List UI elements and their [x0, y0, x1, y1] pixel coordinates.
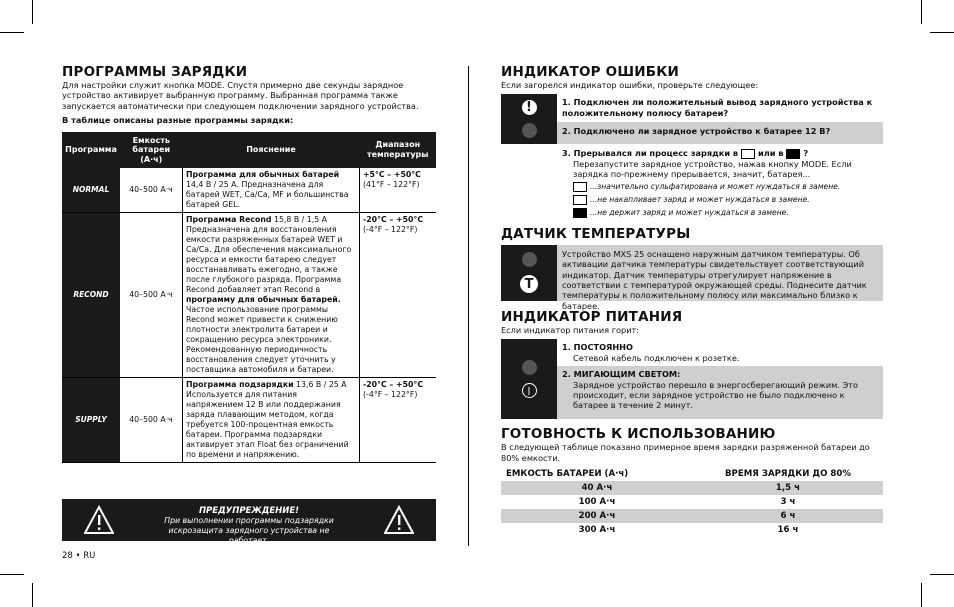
warning-triangle-icon	[84, 505, 114, 535]
error-item-3-text: Перезапустите зарядное устройство, нажав кнопку MODE. Если зарядка по-прежнему прерывается, значит, батарея...	[573, 158, 852, 180]
program-name: RECOND	[62, 213, 120, 378]
temp-block	[501, 245, 883, 311]
thermometer-t-icon: T	[520, 275, 538, 293]
battery-empty-icon	[741, 149, 755, 159]
th-capacity: Емкость батареи (А·ч)	[120, 132, 183, 169]
temp-f: (41°F – 122°F)	[363, 180, 420, 190]
power-items	[557, 339, 883, 419]
temp-c: +5°C – +50°C	[363, 170, 421, 180]
error-note	[562, 182, 883, 192]
error-item-3	[562, 148, 883, 217]
th-explanation: Пояснение	[183, 132, 360, 169]
warning-box	[62, 499, 436, 545]
ready-time: 1,5 ч	[693, 481, 883, 495]
err3-pre: 3. Прерывался ли процесс зарядки в	[562, 148, 739, 159]
program-name: SUPPLY	[62, 378, 120, 463]
program-capacity: 40–500 А·ч	[120, 168, 183, 213]
program-description	[183, 213, 360, 378]
battery-empty-icon	[573, 195, 587, 205]
err3-mid: или в	[757, 148, 784, 159]
desc-title: Программа Recond	[186, 215, 272, 225]
note-text: ...не накапливает заряд и может нуждаться в замене.	[590, 194, 810, 204]
exclamation-icon: !	[522, 100, 537, 115]
led-off-icon	[522, 360, 537, 375]
error-note	[562, 195, 883, 205]
desc-text: 14,4 В / 25 А. Предназначена для батарей WET, Ca/Ca, MF и большинства батарей GEL.	[186, 180, 349, 210]
left-column	[62, 64, 436, 561]
desc-title: Программа подзарядки	[186, 380, 294, 390]
err3-post: ?	[803, 148, 809, 159]
power-item-text: Зарядное устройство перешло в энергосберегающий режим. Это происходит, если зарядное устройство не было подключено к батарее в течение 2 минут.	[573, 379, 858, 411]
power-item-text: Сетевой кабель подключен к розетке.	[573, 352, 740, 363]
error-icon-box	[501, 94, 557, 144]
programs-intro: Для настройки служит кнопка MODE. Спустя примерно две секунды зарядное устройство активирует выбранную программу. Выбранная программа также запускается автоматически при следующем подключении зарядного устройства.	[62, 80, 419, 111]
right-column	[501, 64, 883, 537]
ready-capacity: 200 А·ч	[501, 509, 693, 523]
table-row	[62, 168, 436, 213]
crop-mark	[0, 574, 24, 575]
error-item-1: 1. Подключен ли положительный вывод зарядного устройства к положительному полюсу батареи?	[562, 97, 873, 118]
ready-time: 3 ч	[780, 496, 796, 507]
ready-time: 16 ч	[777, 524, 799, 535]
ready-th-capacity: ЕМКОСТЬ БАТАРЕИ (А·ч)	[506, 468, 629, 479]
program-temp	[360, 168, 437, 213]
battery-empty-icon	[573, 182, 587, 192]
programs-table	[62, 132, 436, 464]
ready-capacity: 300 А·ч	[578, 524, 616, 535]
ready-intro: В следующей таблице показано примерное время зарядки разряженной батареи до 80% емкости.	[501, 442, 870, 463]
ready-capacity: 100 А·ч	[578, 496, 616, 507]
table-row	[501, 481, 883, 495]
table-header-row	[62, 132, 436, 169]
table-row	[501, 523, 883, 537]
power-item-1	[557, 339, 883, 366]
table-row	[501, 495, 883, 509]
error-note	[562, 208, 883, 218]
power-icon-box	[501, 339, 557, 419]
column-divider	[468, 66, 469, 546]
temp-c: -20°C – +50°C	[363, 215, 424, 225]
warning-title: ПРЕДУПРЕЖДЕНИЕ!	[198, 506, 300, 516]
crop-mark	[921, 0, 922, 24]
battery-full-icon	[786, 149, 800, 159]
program-temp	[360, 213, 437, 378]
power-icon: |	[522, 383, 537, 398]
note-text: ...значительно сульфатирована и может нуждаться в замене.	[590, 181, 841, 191]
th-program: Программа	[62, 132, 120, 169]
table-row	[62, 378, 436, 463]
crop-mark	[921, 583, 922, 607]
program-temp	[360, 378, 437, 463]
table-caption: В таблице описаны разные программы зарядки:	[62, 115, 294, 126]
crop-mark	[930, 574, 954, 575]
temp-text: Устройство MXS 25 оснащено наружным датчиком температуры. Об активации датчика температуры свидетельствует соответствующий индикатор. Датчик температуры отрегулирует напряжение в соответствии с температурой окружающей среды. Поднесите датчик температуры к положительному полюсу или максимально близко к батарее.	[557, 245, 883, 301]
program-capacity: 40–500 А·ч	[120, 213, 183, 378]
section-title-error: ИНДИКАТОР ОШИБКИ	[501, 64, 679, 80]
program-description	[183, 378, 360, 463]
temp-f: (-4°F – 122°F)	[363, 225, 418, 235]
desc-text: 15,8 В / 1,5 А Предназначена для восстановления емкости разряженных батарей WET и Ca/Ca. Для обеспечения максимального ресурса и емкости батарею следует восстанавливать ежегодно, а также после глубокого разряда. Программа Recond добавляет этап Recond в	[186, 215, 352, 295]
temp-f: (-4°F – 122°F)	[363, 390, 418, 400]
program-capacity: 40–500 А·ч	[120, 378, 183, 463]
section-title-ready: ГОТОВНОСТЬ К ИСПОЛЬЗОВАНИЮ	[501, 426, 776, 443]
page-number: 28 • RU	[62, 551, 96, 561]
th-temperature: Диапазон температуры	[360, 132, 437, 169]
section-title-power: ИНДИКАТОР ПИТАНИЯ	[501, 308, 683, 325]
led-off-icon	[522, 123, 537, 138]
ready-header-row	[501, 467, 883, 481]
note-text: ...не держит заряд и может нуждаться в замене.	[590, 207, 789, 217]
section-title-temp: ДАТЧИК ТЕМПЕРАТУРЫ	[501, 225, 691, 242]
temp-icon-box	[501, 245, 557, 301]
table-row	[501, 509, 883, 523]
warning-text: При выполнении программы подзарядки искрозащита зарядного устройства не работает.	[164, 516, 334, 545]
error-items	[557, 94, 883, 144]
crop-mark	[0, 32, 24, 33]
ready-time: 6 ч	[693, 509, 883, 523]
battery-full-icon	[573, 208, 587, 218]
crop-mark	[32, 583, 33, 607]
error-item-2: 2. Подключено ли зарядное устройство к батарее 12 В?	[557, 122, 883, 144]
power-item-title: 1. ПОСТОЯННО	[562, 342, 633, 353]
crop-mark	[930, 32, 954, 33]
table-row	[62, 213, 436, 378]
desc-text: 13,6 В / 25 А Используется для питания напряжением 12 В или поддержания заряда плавающим методом, когда требуется 100-процентная емкость батареи. Программа подзарядки активирует этап Float без ограничений по времени и напряжению.	[186, 380, 349, 460]
program-description	[183, 168, 360, 213]
program-name: NORMAL	[62, 168, 120, 213]
power-intro: Если индикатор питания горит:	[501, 324, 640, 335]
power-item-2	[557, 366, 883, 419]
temp-c: -20°C – +50°C	[363, 380, 424, 390]
power-item-title: 2. МИГАЮЩИМ СВЕТОМ:	[562, 369, 681, 380]
error-block	[501, 94, 883, 144]
desc-title: Программа для обычных батарей	[186, 170, 340, 180]
section-title-programs: ПРОГРАММЫ ЗАРЯДКИ	[62, 64, 248, 80]
ready-capacity: 40 А·ч	[501, 481, 693, 495]
desc-bold: программу для обычных батарей.	[186, 295, 341, 305]
error-intro: Если загорелся индикатор ошибки, проверьте следующее:	[501, 80, 759, 90]
led-off-icon	[522, 252, 537, 267]
desc-text-2: Частое использование программы Recond может привести к снижению плотности электролита батареи и сокращению ресурса электроники. Рекомендованную периодичность восстановления следует уточнить у поставщика автомобиля и батареи.	[186, 305, 338, 375]
ready-th-time: ВРЕМЯ ЗАРЯДКИ ДО 80%	[725, 468, 851, 479]
ready-table	[501, 467, 883, 537]
error-item-3-title	[562, 148, 883, 159]
crop-mark	[32, 0, 33, 24]
warning-triangle-icon	[384, 505, 414, 535]
power-block	[501, 339, 883, 419]
